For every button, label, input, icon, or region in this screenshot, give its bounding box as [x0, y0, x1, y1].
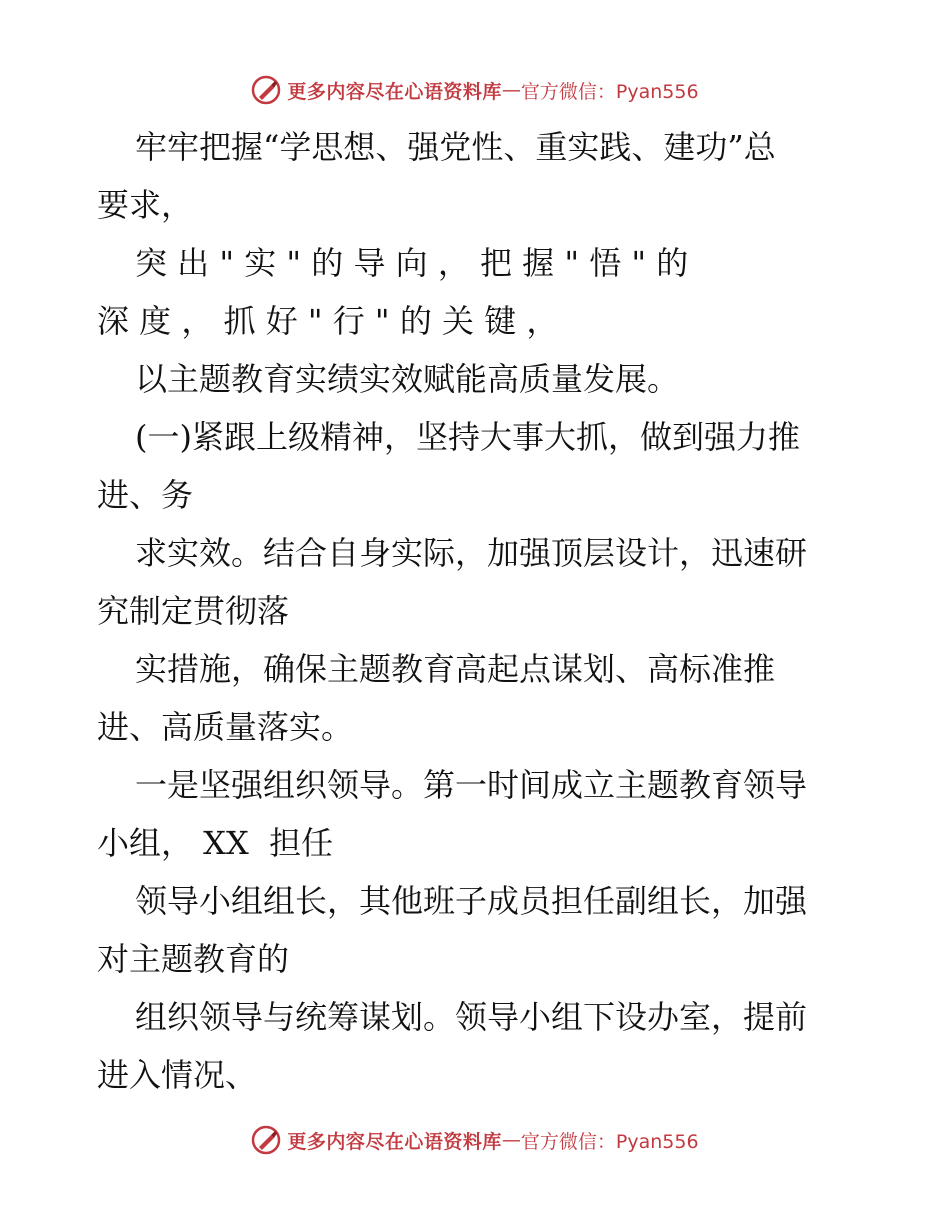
body-line: 小组， XX 担任 [97, 824, 334, 862]
body-line: 深 度 ， 抓 好 " 行 " 的 关 键 ， [97, 302, 559, 340]
body-line: 牢牢把握“学思想、强党性、重实践、建功”总 [135, 128, 776, 166]
body-line: 进、高质量落实。 [97, 708, 354, 746]
body-line: 进、务 [97, 476, 194, 514]
footer-brand-text: 更多内容尽在心语资料库 [287, 1130, 502, 1153]
header-separator: — [501, 79, 521, 101]
body-line: 要求， [97, 186, 194, 224]
header-wechat-text: 官方微信：Pyan556 [520, 80, 699, 103]
body-line: 领导小组组长，其他班子成员担任副组长，加强 [135, 882, 808, 920]
body-line: 突 出 " 实 " 的 导 向 ， 把 握 " 悟 " 的 [135, 244, 689, 282]
body-line: 实措施，确保主题教育高起点谋划、高标准推 [135, 650, 776, 688]
body-line: 究制定贯彻落 [97, 592, 290, 630]
pen-logo-icon [251, 75, 281, 105]
footer-wechat-text: 官方微信：Pyan556 [520, 1130, 699, 1153]
footer-banner [0, 1120, 950, 1160]
body-line: 求实效。结合自身实际，加强顶层设计，迅速研 [135, 534, 808, 572]
footer-separator: — [501, 1129, 521, 1151]
body-line: 对主题教育的 [97, 940, 290, 978]
body-line: 一是坚强组织领导。第一时间成立主题教育领导 [135, 766, 808, 804]
body-line: 组织领导与统筹谋划。领导小组下设办室，提前 [135, 998, 808, 1036]
body-line: 进入情况、 [97, 1056, 258, 1094]
body-line: (一)紧跟上级精神，坚持大事大抓，做到强力推 [135, 418, 800, 456]
header-brand-text: 更多内容尽在心语资料库 [287, 80, 502, 103]
header-banner [0, 70, 950, 110]
body-line: 以主题教育实绩实效赋能高质量发展。 [135, 360, 680, 398]
pen-logo-icon [251, 1125, 281, 1155]
